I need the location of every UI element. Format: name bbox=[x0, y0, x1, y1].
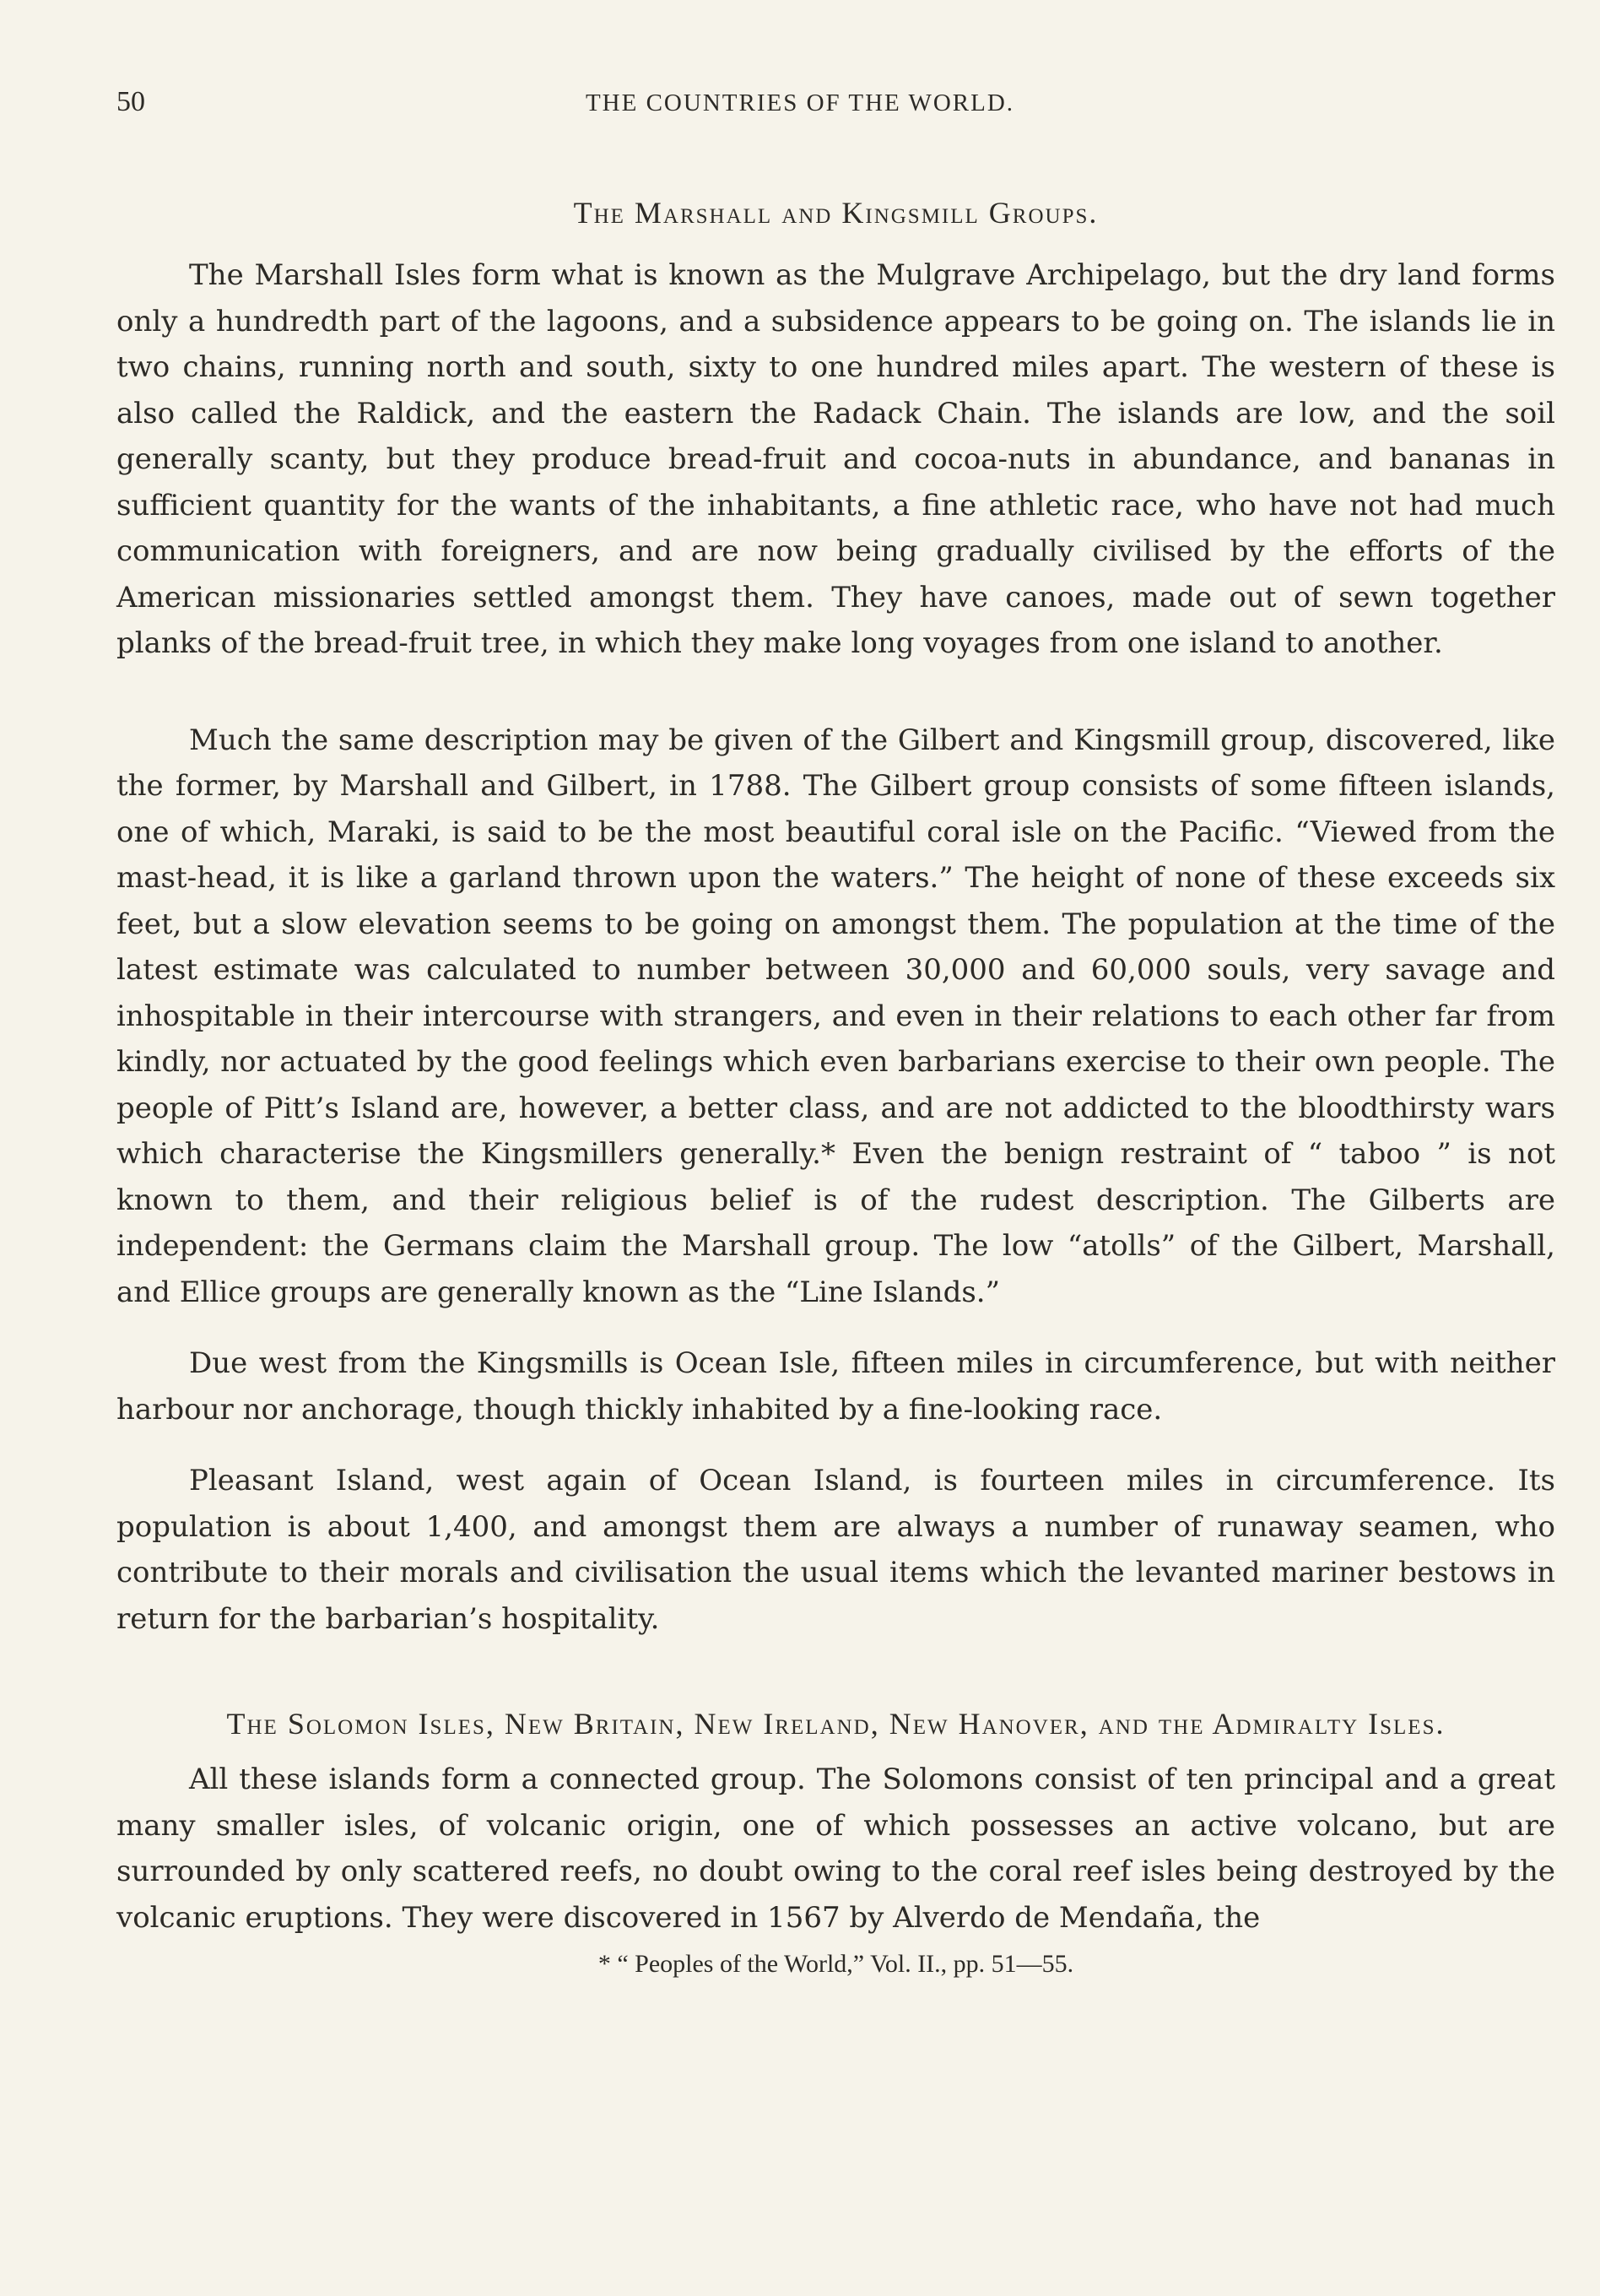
footnote: * “ Peoples of the World,” Vol. II., pp. 51—55. bbox=[597, 1950, 1074, 1978]
section-heading-marshall-kingsmill: The Marshall and Kingsmill Groups. bbox=[573, 196, 1099, 230]
running-title: THE COUNTRIES OF THE WORLD. bbox=[585, 89, 1015, 116]
section-heading-solomon-isles: The Solomon Isles, New Britain, New Ireland, New Hanover, and the Admiralty Isles. bbox=[226, 1707, 1446, 1741]
paragraph-pleasant-island: Pleasant Island, west again of Ocean Island, is fourteen miles in circumference. Its population is about 1,400, and amongst them are always a number of runaway seamen, who contribute to their morals and civilisation the usual items which the levanted mariner bestows in return for the barbarian’s hospitality. bbox=[116, 1464, 1555, 1636]
paragraph-marshall-isles: The Marshall Isles form what is known as the Mulgrave Archipelago, but the dry land forms only a hundredth part of the lagoons, and a subsidence appears to be going on. The islands lie in two chains, running north and south, sixty to one hundred miles apart. The western of these is also called the Raldick, and the eastern the Radack Chain. The islands are low, and the soil generally scanty, but they produce bread-fruit and cocoa-nuts in abundance, and bananas in sufficient quantity for the wants of the inhabitants, a fine athletic race, who have not had much communication with foreigners, and are now being gradually civilised by the efforts of the American missionaries settled amongst them. They have canoes, made out of sewn together planks of the bread-fruit tree, in which they make long voyages from one island to another. bbox=[116, 258, 1555, 660]
paragraph-gilbert-kingsmill: Much the same description may be given of the Gilbert and Kingsmill group, discovered, like the former, by Marshall and Gilbert, in 1788. The Gilbert group consists of some fifteen islands, one of which, Maraki, is said to be the most beautiful coral isle on the Pacific. “Viewed from the mast-head, it is like a garland thrown upon the waters.” The height of none of these exceeds six feet, but a slow elevation seems to be going on amongst them. The population at the time of the latest estimate was calculated to number between 30,000 and 60,000 souls, very savage and inhospitable in their intercourse with strangers, and even in their relations to each other far from kindly, nor actuated by the good feelings which even barbarians exercise to their own people. The people of Pitt’s Island are, however, a better class, and are not addicted to the bloodthirsty wars which characterise the Kingsmillers generally.* Even the benign restraint of “ taboo ” is not known to them, and their religious belief is of the rudest description. The Gilberts are independent: the Germans claim the Marshall group. The low “atolls” of the Gilbert, Marshall, and Ellice groups are generally known as the “Line Islands.” bbox=[116, 723, 1555, 1309]
page-number: 50 bbox=[116, 86, 145, 117]
page-body bbox=[116, 190, 1555, 1981]
paragraph-ocean-isle: Due west from the Kingsmills is Ocean Isle, fifteen miles in circumference, but with neither harbour nor anchorage, though thickly inhabited by a fine-looking race. bbox=[116, 1346, 1555, 1427]
page-header bbox=[116, 86, 1484, 128]
paragraph-solomon-isles: All these islands form a connected group. The Solomons consist of ten principal and a great many smaller isles, of volcanic origin, one of which possesses an active volcano, but are surrounded by only scattered reefs, no doubt owing to the coral reef isles being destroyed by the volcanic eruptions. They were discovered in 1567 by Alverdo de Mendaña, the bbox=[116, 1763, 1555, 1935]
